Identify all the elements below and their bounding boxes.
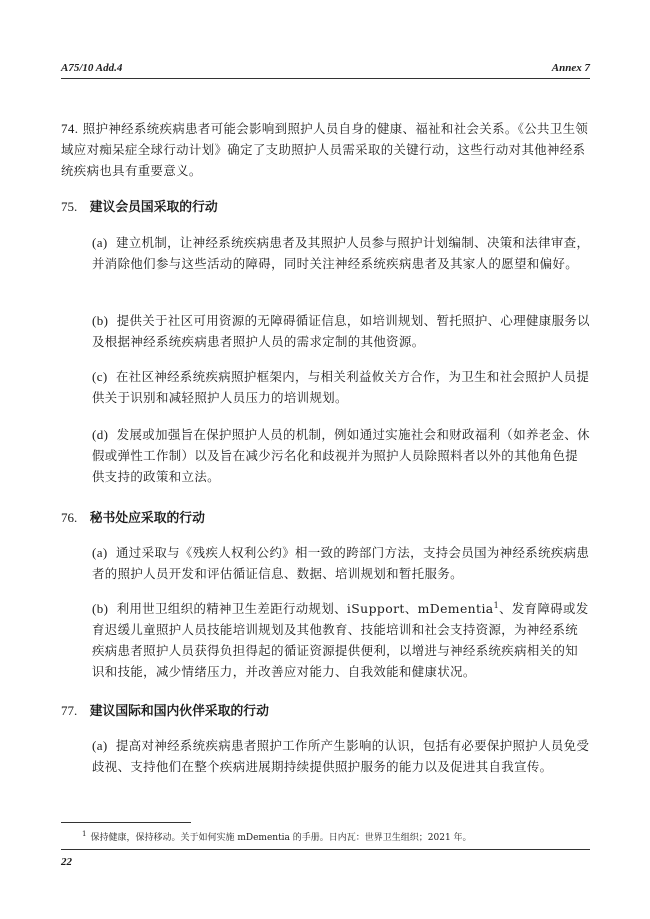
section-title: 秘书处应采取的行动 [89, 511, 205, 526]
item-text-end: 、发育障碍或发育迟缓儿童照护人员技能培训规划及其他教育、技能培训和社会支持资源，为神经系统疾病患者照护人员获得负担得起的循证资源提供便利，以增进与神经系统疾病相关的知识和技能，减少情绪压力，并改善应对能力、自我效能和健康状况。 [92, 601, 589, 679]
item-text: 发展或加强旨在保护照护人员的机制，例如通过实施社会和财政福利（如养老金、休假或弹性工作制）以及旨在减少污名化和歧视并为照护人员除照料者以外的其他角色提供支持的政策和立法。 [92, 427, 590, 484]
item-text: 通过采取与《残疾人权利公约》相一致的跨部门方法，支持会员国为神经系统疾病患者的照护人员开发和评估循证信息、数据、培训规划和暂托服务。 [92, 545, 590, 581]
footnote-rule [61, 822, 191, 823]
section-title: 建议会员国采取的行动 [89, 200, 218, 215]
item-label: (b) [92, 601, 109, 616]
footnote [82, 830, 590, 843]
running-header [61, 62, 590, 74]
section-title: 建议国际和国内伙伴采取的行动 [89, 704, 269, 719]
item-label: (a) [92, 545, 108, 560]
section-number: 76. [61, 510, 78, 525]
item-75b [92, 310, 590, 352]
item-75c [92, 366, 590, 408]
item-text: 提高对神经系统疾病患者照护工作所产生影响的认识，包括有必要保护照护人员免受歧视、支持他们在整个疾病进展期持续提供照护服务的能力以及促进其自我宣传。 [92, 738, 590, 774]
section-number: 75. [61, 199, 78, 214]
footnote-reference[interactable]: 1 [493, 600, 500, 610]
annex-label: Annex 7 [551, 62, 590, 74]
item-76b [92, 598, 590, 682]
paragraph-number: 74. [61, 121, 79, 136]
section-number: 77. [61, 703, 78, 718]
item-label: (b) [92, 313, 109, 328]
item-text: 建立机制，让神经系统疾病患者及其照护人员参与照护计划编制、决策和法律审查，并消除他们参与这些活动的障碍，同时关注神经系统疾病患者及其家人的愿望和偏好。 [92, 235, 590, 271]
footnote-mark: 1 [82, 830, 87, 838]
paragraph-text: 照护神经系统疾病患者可能会影响到照护人员自身的健康、福祉和社会关系。《公共卫生领域应对痴呆症全球行动计划》确定了支助照护人员需采取的关键行动，这些行动对其他神经系统疾病也具有重要意义。 [61, 121, 589, 178]
footer-rule [61, 849, 590, 850]
item-text-start: 利用世卫组织的精神卫生差距行动规划、iSupport、mDementia [116, 601, 494, 616]
footnote-text: 保持健康，保持移动。关于如何实施 mDementia 的手册。日内瓦：世界卫生组织；2021 年。 [90, 833, 472, 843]
item-label: (a) [92, 235, 108, 250]
item-text: 提供关于社区可用资源的无障碍循证信息，如培训规划、暂托照护、心理健康服务以及根据神经系统疾病患者照护人员的需求定制的其他资源。 [92, 313, 590, 349]
item-75d [92, 424, 590, 487]
section-heading-77 [61, 700, 590, 719]
item-77a [92, 735, 590, 777]
section-heading-75 [61, 196, 590, 215]
section-heading-76 [61, 507, 590, 526]
item-75a [92, 232, 590, 274]
item-label: (a) [92, 738, 108, 753]
item-label: (c) [92, 369, 108, 384]
paragraph-74 [61, 118, 590, 181]
item-text: 在社区神经系统疾病照护框架内，与相关利益攸关方合作，为卫生和社会照护人员提供关于识别和减轻照护人员压力的培训规划。 [92, 369, 590, 405]
page-number: 22 [61, 856, 72, 868]
item-label: (d) [92, 427, 109, 442]
item-76a [92, 542, 590, 584]
header-rule [61, 78, 590, 79]
document-symbol: A75/10 Add.4 [61, 62, 123, 74]
